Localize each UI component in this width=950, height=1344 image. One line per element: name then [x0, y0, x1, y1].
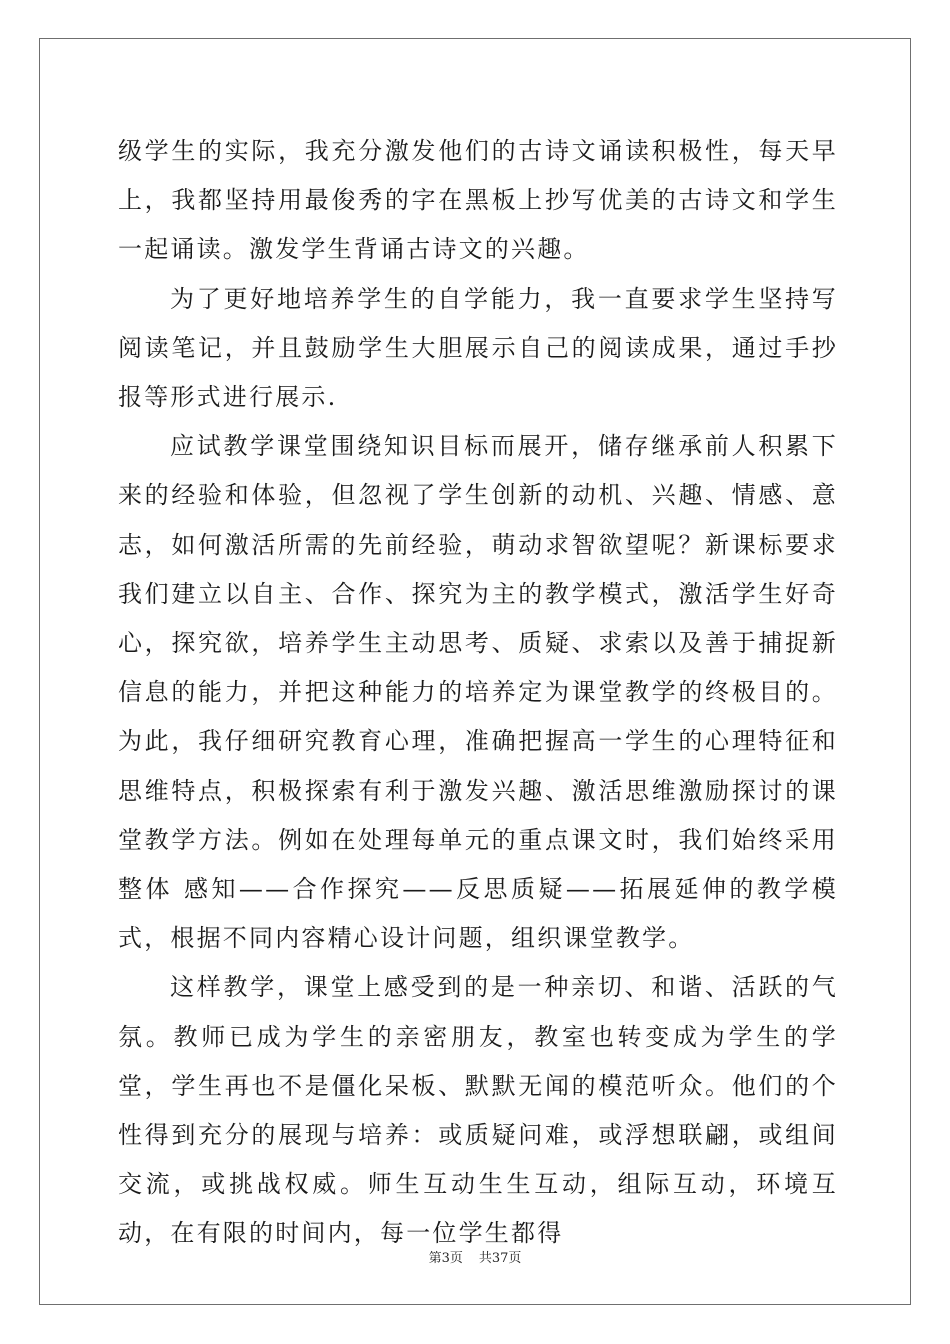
page-number: 第3页 [428, 1251, 463, 1266]
page-footer [0, 1247, 950, 1266]
paragraph-1: 级学生的实际，我充分激发他们的古诗文诵读积极性，每天早上，我都坚持用最俊秀的字在黑板上抄写优美的古诗文和学生一起诵读。激发学生背诵古诗文的兴趣。 [118, 137, 838, 264]
paragraph-2: 为了更好地培养学生的自学能力，我一直要求学生坚持写阅读笔记，并且鼓励学生大胆展示自己的阅读成果，通过手抄报等形式进行展示. [118, 284, 838, 412]
paragraph-4: 这样教学，课堂上感受到的是一种亲切、和谐、活跃的气氛。教师已成为学生的亲密朋友，教室也转变成为学生的学堂，学生再也不是僵化呆板、默默无闻的模范听众。他们的个性得到充分的展现与培养：或质疑问难，或浮想联翩，或组间交流，或挑战权威。师生互动生生互动，组际互动，环境互动，在有限的时间内，每一位学生都得 [118, 973, 838, 1248]
paragraph-3: 应试教学课堂围绕知识目标而展开，储存继承前人积累下来的经验和体验，但忽视了学生创新的动机、兴趣、情感、意志，如何激活所需的先前经验，萌动求智欲望呢？新课标要求我们建立以自主、合作、探究为主的教学模式，激活学生好奇心，探究欲，培养学生主动思考、质疑、求索以及善于捕捉新信息的能力，并把这种能力的培养定为课堂教学的终极目的。为此，我仔细研究教育心理，准确把握高一学生的心理特征和思维特点，积极探索有利于激发兴趣、激活思维激励探讨的课堂教学方法。例如在处理每单元的重点课文时，我们始终采用整体 感知——合作探究——反思质疑——拓展延伸的教学模式，根据不同内容精心设计问题，组织课堂教学。 [118, 432, 838, 953]
page-total: 共37页 [478, 1251, 522, 1266]
document-body [118, 127, 838, 1259]
